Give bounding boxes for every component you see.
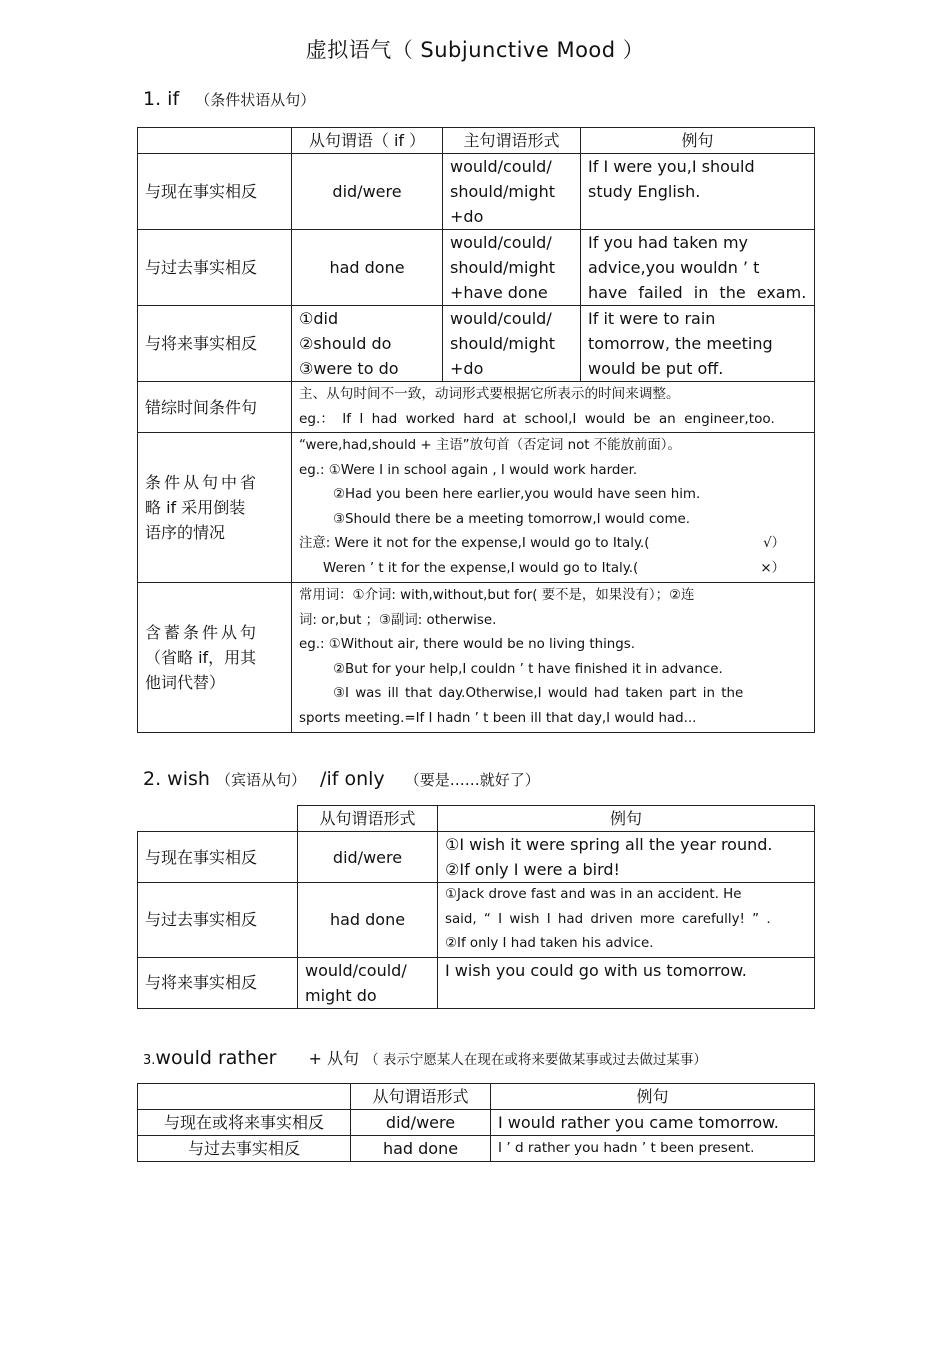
implicit-line: eg.: ①Without air, there would be no living things. (299, 637, 636, 652)
inversion-note-line (299, 532, 807, 557)
main-form-line: +have done (450, 283, 548, 302)
table-row (138, 1136, 815, 1162)
header-cell: 主句谓语形式 (443, 128, 581, 154)
row-label (138, 583, 292, 733)
clause-form: had done (292, 230, 443, 306)
row-label-line: 他词代替） (145, 673, 226, 692)
row-label: 与现在事实相反 (138, 832, 298, 883)
header-cell: 例句 (491, 1084, 815, 1110)
row-label: 与过去事实相反 (138, 230, 292, 306)
main-form-line: would/could/ (450, 309, 552, 328)
row-label-line: 条件从句中省 (145, 473, 260, 492)
example-cell: I ’ d rather you hadn ’ t been present. (491, 1136, 815, 1162)
header-cell: 例句 (581, 128, 815, 154)
table-row (138, 1110, 815, 1136)
example-cell: I would rather you came tomorrow. (491, 1110, 815, 1136)
main-form-line: should/might (450, 334, 555, 353)
section-3-title: would rather (155, 1047, 277, 1069)
table-row (138, 230, 815, 306)
form-line: might do (305, 985, 377, 1005)
mixed-cell (292, 382, 815, 433)
example-cell (438, 957, 815, 1008)
section-3-number: 3. (143, 1053, 156, 1068)
row-label: 错综时间条件句 (138, 382, 292, 433)
row-label: 与过去事实相反 (138, 1136, 351, 1162)
example-line: If it were to rain (588, 309, 716, 328)
table-row (138, 306, 815, 382)
row-label: 与将来事实相反 (138, 306, 292, 382)
row-label: 与现在事实相反 (138, 154, 292, 230)
main-form (443, 306, 581, 382)
main-form-line: would/could/ (450, 157, 552, 176)
table-row (138, 433, 815, 583)
example-line: ②If only I had taken his advice. (445, 936, 654, 951)
section-2-title: 2. wish (143, 768, 210, 790)
section-2-heading (143, 768, 540, 790)
header-empty (138, 806, 298, 832)
example-cell (438, 832, 815, 883)
main-form-line: should/might (450, 182, 555, 201)
clause-line: ②should do (299, 334, 392, 353)
section-1-title: 1. if (143, 88, 180, 110)
row-label: 与过去事实相反 (138, 883, 298, 958)
implicit-line: ②But for your help,I couldn ’ t have finished it in advance. (333, 661, 723, 677)
form-cell: had done (298, 883, 438, 958)
if-table (137, 127, 815, 733)
example-line: study English. (588, 182, 701, 201)
table-row (138, 832, 815, 883)
example-line: If you had taken my (588, 233, 749, 252)
row-label (138, 433, 292, 583)
mixed-line: 主、从句时间不一致，动词形式要根据它所表示的时间来调整。 (299, 386, 680, 402)
section-3-plus: + 从句 (308, 1049, 359, 1068)
main-form (443, 230, 581, 306)
example-line: I wish you could go with us tomorrow. (445, 960, 747, 980)
header-empty (138, 128, 292, 154)
example-cell (581, 306, 815, 382)
main-form-line: should/might (450, 258, 555, 277)
table-row (138, 883, 815, 958)
clause-line: ①did (299, 309, 339, 328)
inversion-note-text: Weren ’ t it for the expense,I would go to Italy.( (323, 560, 639, 576)
example-line: ②If only I were a bird! (445, 860, 620, 879)
header-cell: 从句谓语（ if ） (292, 128, 443, 154)
table-header-row (138, 128, 815, 154)
main-form-line: +do (450, 207, 484, 226)
cross-mark: ×） (760, 560, 785, 576)
clause-form (292, 306, 443, 382)
row-label-line: 略 if 采用倒装 (145, 498, 246, 517)
inversion-note-line (299, 557, 807, 582)
row-label: 与现在或将来事实相反 (138, 1110, 351, 1136)
inversion-cell (292, 433, 815, 583)
example-cell (581, 154, 815, 230)
example-cell (581, 230, 815, 306)
mixed-line: eg.： If I had worked hard at school,I would be an engineer,too. (299, 411, 775, 427)
inversion-line: ②Had you been here earlier,you would have seen him. (333, 487, 701, 502)
section-1-subtitle: （条件状语从句） (195, 91, 316, 109)
main-form (443, 154, 581, 230)
implicit-line: sports meeting.=If I hadn ’ t been ill that day,I would had... (299, 710, 697, 726)
page-title: 虚拟语气（ Subjunctive Mood ） (305, 38, 645, 62)
implicit-cell (292, 583, 815, 733)
row-label-line: 含蓄条件从句 (145, 623, 260, 642)
example-cell (438, 883, 815, 958)
form-line: would/could/ (305, 960, 407, 980)
example-line: advice,you wouldn ’ t (588, 258, 760, 277)
implicit-line: ③I was ill that day.Otherwise,I would had taken part in the (333, 686, 744, 701)
implicit-line: 常用词：①介词: with,without,but for( 要不是，如果没有）；②连 (299, 588, 695, 603)
table-row (138, 583, 815, 733)
example-line: ①Jack drove fast and was in an accident. He (445, 887, 742, 902)
row-label-line: 语序的情况 (145, 523, 226, 542)
section-3-heading (143, 1046, 707, 1069)
check-mark: √） (763, 536, 785, 551)
table-header-row (138, 1084, 815, 1110)
section-3-subtitle: （ 表示宁愿某人在现在或将来要做某事或过去做过某事） (365, 1052, 707, 1068)
clause-form: did/were (292, 154, 443, 230)
section-2-subtitle: （宾语从句） (215, 771, 306, 789)
table-row (138, 957, 815, 1008)
would-rather-table (137, 1083, 815, 1162)
inversion-line: ③Should there be a meeting tomorrow,I would come. (333, 511, 690, 527)
main-form-line: +do (450, 359, 484, 378)
form-cell: did/were (298, 832, 438, 883)
row-label: 与将来事实相反 (138, 957, 298, 1008)
section-1-heading (143, 88, 315, 110)
header-cell: 从句谓语形式 (298, 806, 438, 832)
section-2-if-only: /if only (320, 768, 385, 790)
example-line: said, “ I wish I had driven more carefully! ” . (445, 911, 771, 927)
inversion-line: eg.: ①Were I in school again , I would work harder. (299, 462, 638, 478)
section-2-meaning: （要是……就好了） (404, 771, 540, 789)
example-line: have failed in the exam. (588, 283, 807, 302)
table-row (138, 382, 815, 433)
example-line: tomorrow, the meeting (588, 334, 773, 353)
example-line: would be put off. (588, 359, 724, 378)
row-label-line: （省略 if，用其 (145, 648, 257, 667)
clause-line: ③were to do (299, 359, 399, 378)
header-cell: 从句谓语形式 (351, 1084, 491, 1110)
table-row (138, 154, 815, 230)
header-empty (138, 1084, 351, 1110)
wish-table (137, 805, 815, 1009)
example-line: ①I wish it were spring all the year round. (445, 835, 773, 854)
example-line: If I were you,I should (588, 157, 755, 176)
inversion-note-text: 注意: Were it not for the expense,I would go to Italy.( (299, 536, 650, 551)
form-cell: had done (351, 1136, 491, 1162)
main-form-line: would/could/ (450, 233, 552, 252)
implicit-line: 词: or,but ；③副词: otherwise. (299, 612, 497, 628)
inversion-line: “were,had,should + 主语”放句首（否定词 not 不能放前面）。 (299, 438, 681, 453)
table-header-row (138, 806, 815, 832)
header-cell: 例句 (438, 806, 815, 832)
form-cell: did/were (351, 1110, 491, 1136)
form-cell (298, 957, 438, 1008)
